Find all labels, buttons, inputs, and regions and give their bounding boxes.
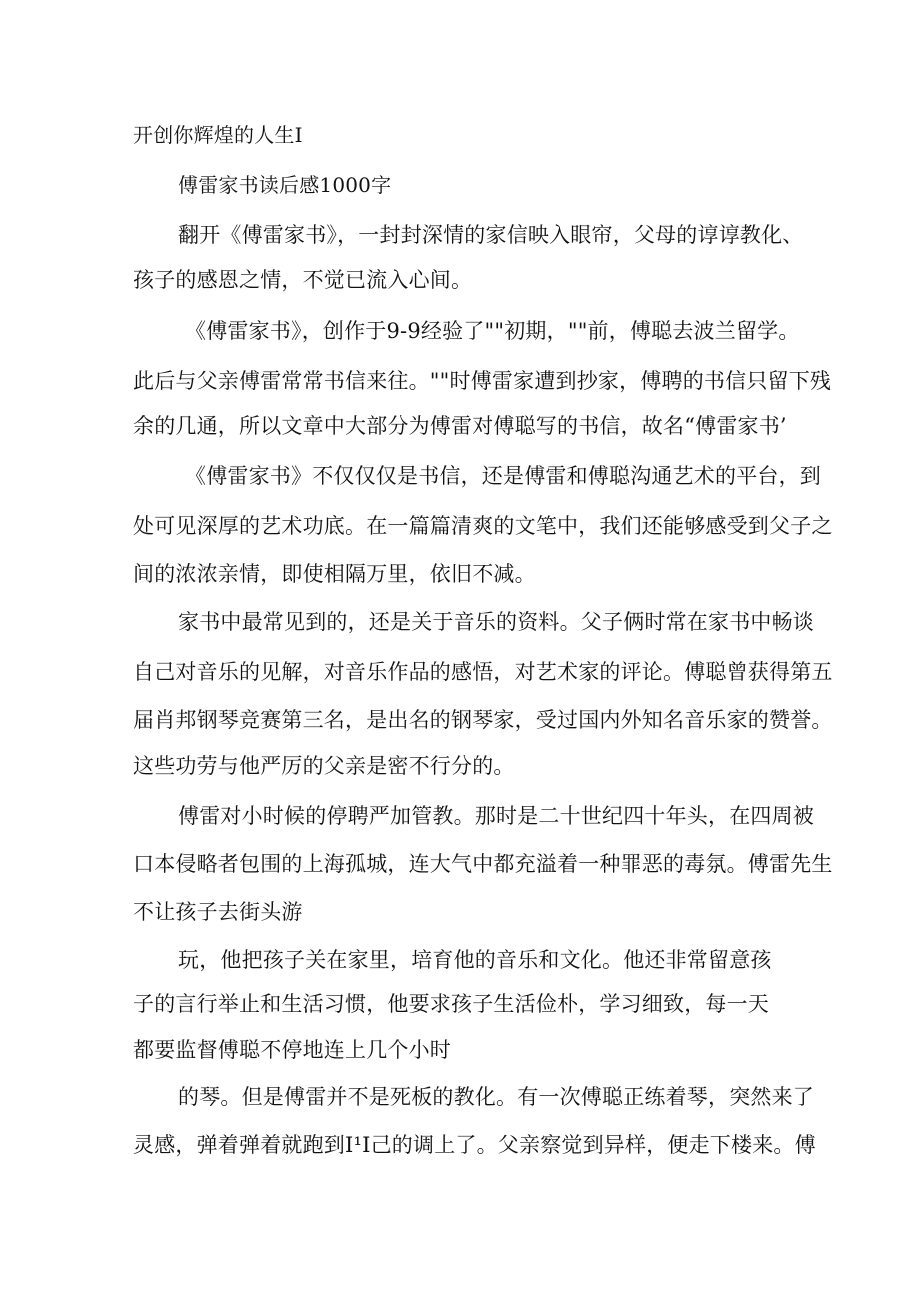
paragraph-line: 灵感，弹着弹着就跑到I¹I己的调上了。父亲察觉到异样，便走下楼来。傅 (133, 1133, 816, 1157)
paragraph-line: 子的言行举止和生活习惯，他要求孩子生活俭朴，学习细致，每一天 (133, 992, 769, 1016)
header-line: 开创你辉煌的人生I (133, 123, 303, 147)
paragraph-line: 家书中最常见到的，还是关于音乐的资料。父子俩时常在家书中畅谈 (178, 610, 814, 634)
paragraph-line: 翻开《傅雷家书》，一封封深情的家信映入眼帘，父母的谆谆教化、 (178, 223, 804, 247)
paragraph-line: 处可见深厚的艺术功底。在一篇篇清爽的文笔中，我们还能够感受到父子之 (133, 514, 833, 538)
paragraph-line: 不让孩子去街头游 (133, 900, 303, 924)
paragraph-line: 的琴。但是傅雷并不是死板的教化。有一次傅聪正练着琴，突然来了 (178, 1085, 814, 1109)
paragraph-line: 都要监督傅聪不停地连上几个小时 (133, 1038, 451, 1062)
paragraph-line: 口本侵略者包围的上海孤城，连大气中都充溢着一种罪恶的毒氛。傅雷先生 (133, 852, 833, 876)
paragraph-line: 玩，他把孩子关在家里，培育他的音乐和文化。他还非常留意孩 (178, 948, 772, 972)
paragraph-line: 《傅雷家书》不仅仅仅是书信，还是傅雷和傅聪沟通艺术的平台，到 (185, 464, 821, 488)
paragraph-line: 届肖邦钢琴竞赛第三名，是出名的钢琴家，受过国内外知名音乐家的赞誉。 (133, 708, 833, 732)
paragraph-line: 余的几通，所以文章中大部分为傅雷对傅聪写的书信，故名“傅雷家书’ (133, 414, 787, 438)
document-title: 傅雷家书读后感1000字 (178, 173, 392, 197)
paragraph-line: 自己对音乐的见解，对音乐作品的感悟，对艺术家的评论。傅聪曾获得第五 (133, 660, 833, 684)
paragraph-line: 间的浓浓亲情，即使相隔万里，依旧不减。 (133, 562, 536, 586)
paragraph-line: 此后与父亲傅雷常常书信来往。""时傅雷家遭到抄家，傅聘的书信只留下残 (133, 369, 832, 393)
paragraph-line: 傅雷对小时候的停聘严加管教。那时是二十世纪四十年头，在四周被 (178, 804, 814, 828)
paragraph-line: 这些功劳与他严厉的父亲是密不行分的。 (133, 754, 515, 778)
paragraph-line: 《傅雷家书》，创作于9-9经验了""初期，""前，傅聪去波兰留学。 (185, 319, 800, 343)
paragraph-line: 孩子的感恩之情，不觉已流入心间。 (133, 268, 473, 292)
